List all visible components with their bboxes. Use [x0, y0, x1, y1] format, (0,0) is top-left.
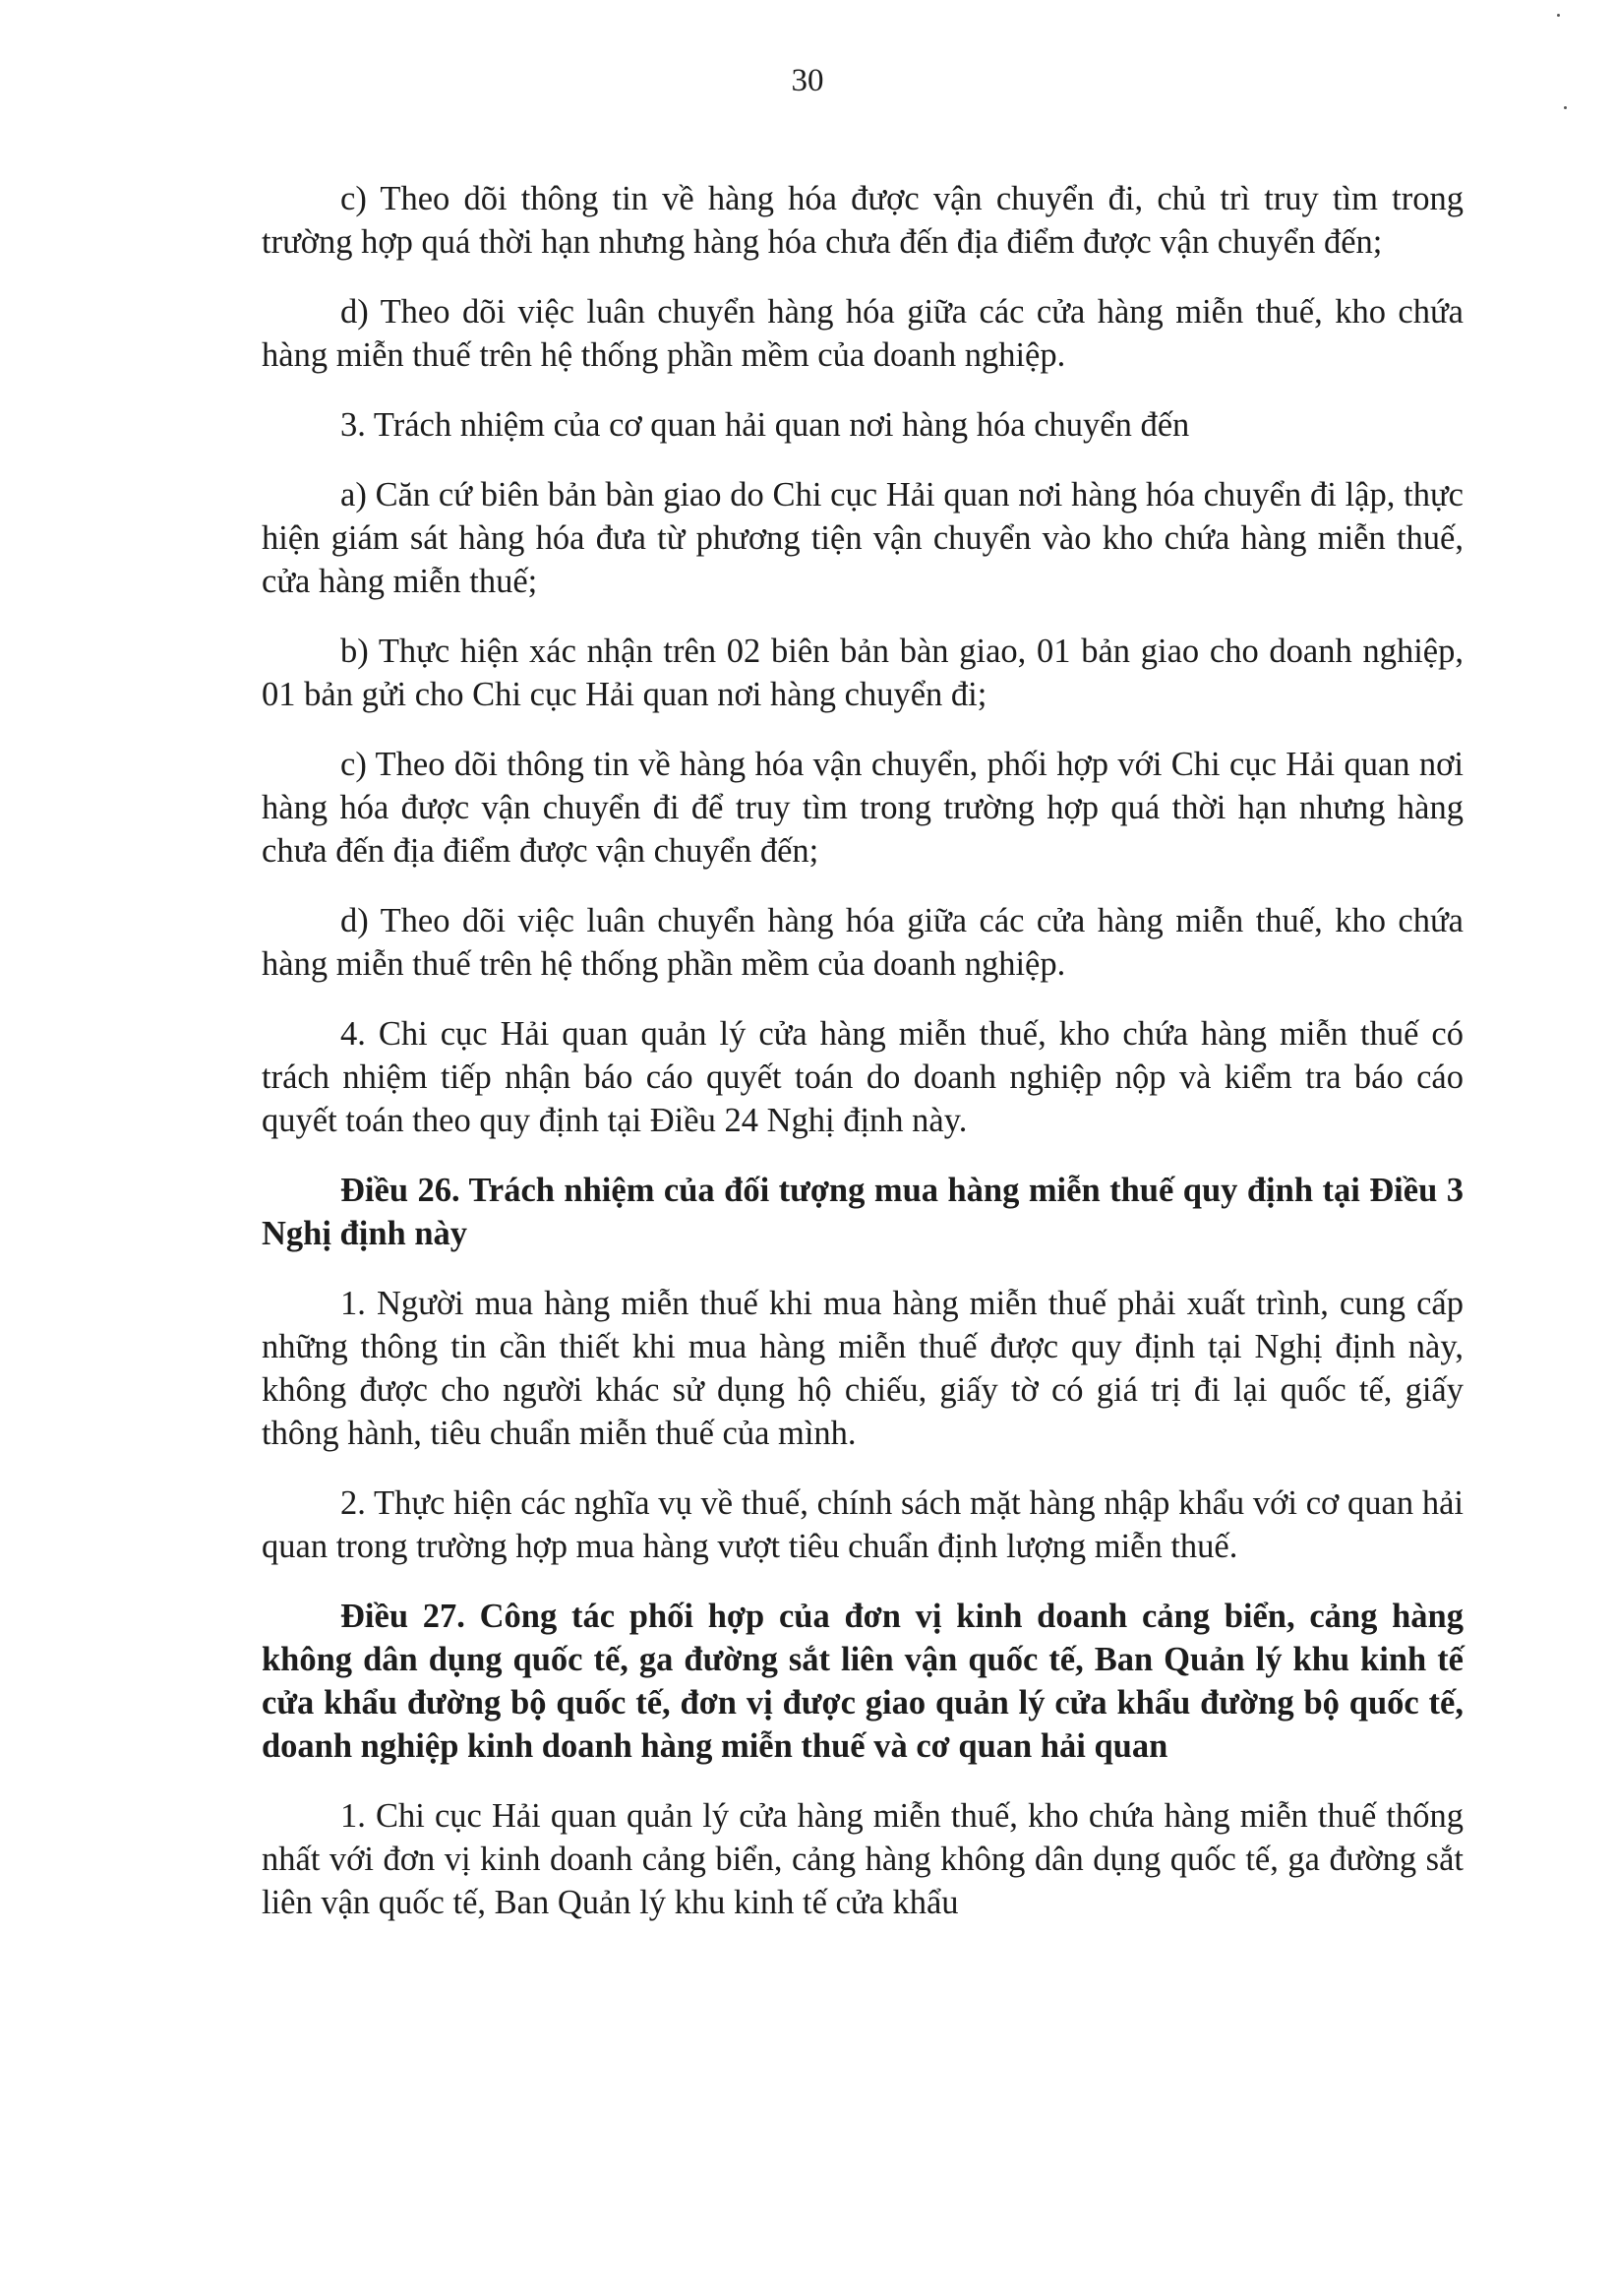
scan-speck [1557, 14, 1560, 17]
body-paragraph: d) Theo dõi việc luân chuyển hàng hóa giữa các cửa hàng miễn thuế, kho chứa hàng miễn thuế trên hệ thống phần mềm của doanh nghiệp. [262, 902, 1464, 983]
body-paragraph: c) Theo dõi thông tin về hàng hóa vận chuyển, phối hợp với Chi cục Hải quan nơi hàng hóa được vận chuyển đi để truy tìm trong trường hợp quá thời hạn nhưng hàng chưa đến địa điểm được vận chuyển đến; [262, 746, 1464, 870]
body-paragraph: 3. Trách nhiệm của cơ quan hải quan nơi hàng hóa chuyển đến [340, 406, 1190, 444]
body-paragraph: 1. Người mua hàng miễn thuế khi mua hàng miễn thuế phải xuất trình, cung cấp những thông tin cần thiết khi mua hàng miễn thuế được quy định tại Nghị định này, không được cho người khác sử dụng hộ chiếu, giấy tờ có giá trị đi lại quốc tế, giấy thông hành, tiêu chuẩn miễn thuế của mình. [262, 1285, 1464, 1452]
scan-speck [1564, 106, 1567, 109]
body-paragraph: d) Theo dõi việc luân chuyển hàng hóa giữa các cửa hàng miễn thuế, kho chứa hàng miễn thuế trên hệ thống phần mềm của doanh nghiệp. [262, 293, 1464, 374]
article-heading: Điều 27. Công tác phối hợp của đơn vị kinh doanh cảng biển, cảng hàng không dân dụng quốc tế, ga đường sắt liên vận quốc tế, Ban Quản lý khu kinh tế cửa khẩu đường bộ quốc tế, đơn vị được giao quản lý cửa khẩu đường bộ quốc tế, doanh nghiệp kinh doanh hàng miễn thuế và cơ quan hải quan [262, 1598, 1464, 1765]
body-paragraph: a) Căn cứ biên bản bàn giao do Chi cục Hải quan nơi hàng hóa chuyển đi lập, thực hiện giám sát hàng hóa đưa từ phương tiện vận chuyển vào kho chứa hàng miễn thuế, cửa hàng miễn thuế; [262, 476, 1464, 600]
page-number: 30 [791, 63, 824, 98]
article-heading: Điều 26. Trách nhiệm của đối tượng mua hàng miễn thuế quy định tại Điều 3 Nghị định này [262, 1172, 1464, 1252]
body-paragraph: b) Thực hiện xác nhận trên 02 biên bản bàn giao, 01 bản giao cho doanh nghiệp, 01 bản gửi cho Chi cục Hải quan nơi hàng chuyển đi; [262, 633, 1464, 713]
document-body [262, 177, 1464, 1951]
body-paragraph: 1. Chi cục Hải quan quản lý cửa hàng miễn thuế, kho chứa hàng miễn thuế thống nhất với đơn vị kinh doanh cảng biển, cảng hàng không dân dụng quốc tế, ga đường sắt liên vận quốc tế, Ban Quản lý khu kinh tế cửa khẩu [262, 1797, 1464, 1921]
body-paragraph: 4. Chi cục Hải quan quản lý cửa hàng miễn thuế, kho chứa hàng miễn thuế có trách nhiệm tiếp nhận báo cáo quyết toán do doanh nghiệp nộp và kiểm tra báo cáo quyết toán theo quy định tại Điều 24 Nghị định này. [262, 1015, 1464, 1139]
body-paragraph: 2. Thực hiện các nghĩa vụ về thuế, chính sách mặt hàng nhập khẩu với cơ quan hải quan trong trường hợp mua hàng vượt tiêu chuẩn định lượng miễn thuế. [262, 1484, 1464, 1565]
body-paragraph: c) Theo dõi thông tin về hàng hóa được vận chuyển đi, chủ trì truy tìm trong trường hợp quá thời hạn nhưng hàng hóa chưa đến địa điểm được vận chuyển đến; [262, 180, 1464, 261]
